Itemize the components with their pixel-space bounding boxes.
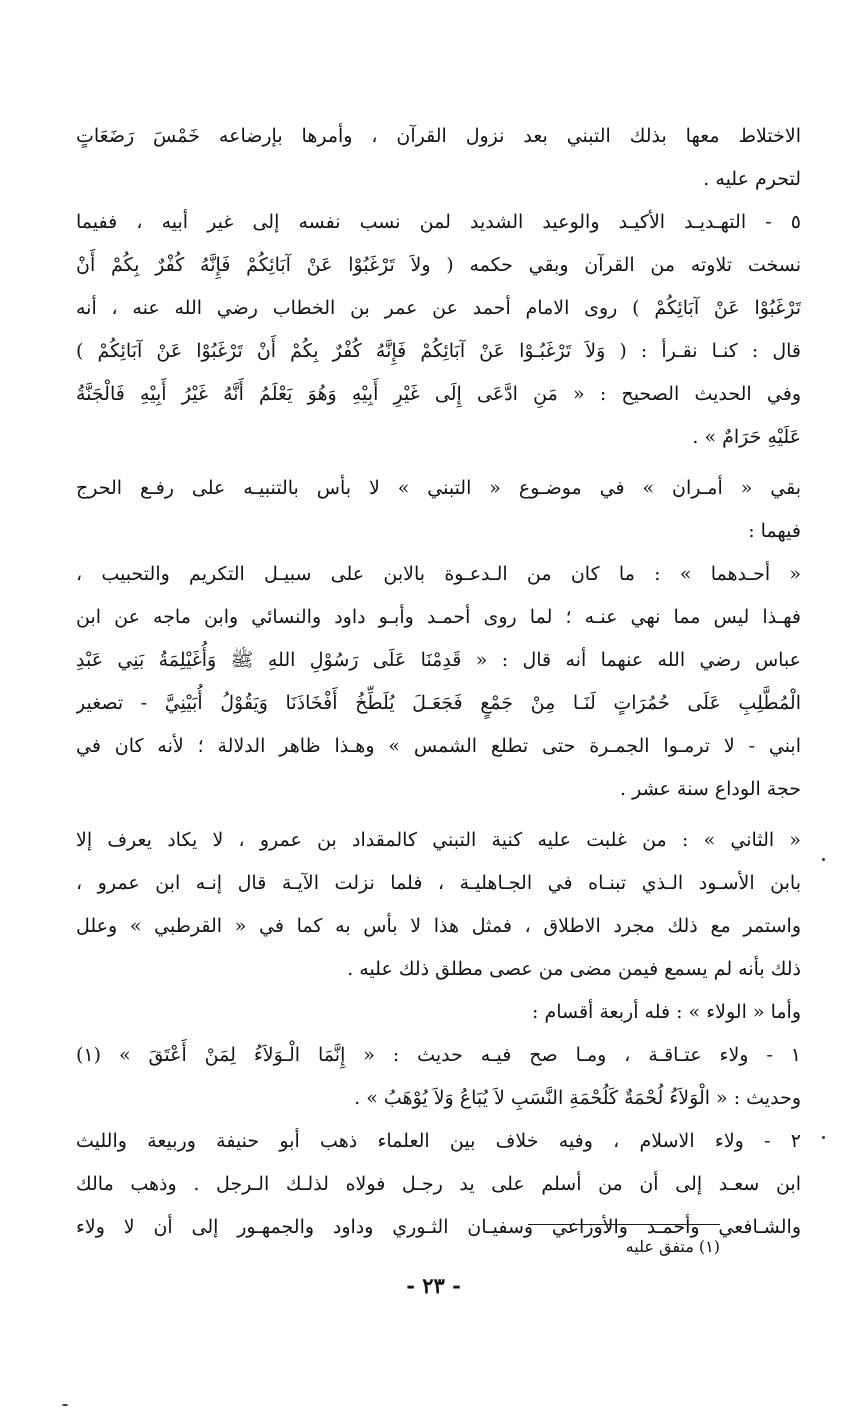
text-line: عباس رضي الله عنهما أنه قال : « قَدِمْنَا عَلَى رَسُوْلِ اللهِ ﷺ وَأُغَيْلِمَةُ بَنِي عَبْدِ — [76, 649, 801, 671]
text-line: حجة الوداع سنة عشر . — [620, 778, 801, 800]
text-line: « أحـدهما » : ما كان من الـدعـوة بالابن على سبيـل التكريم والتحبيب ، — [76, 563, 801, 585]
text-line: قال : كنـا نقـرأ : ( وَلاَ تَرْغَبُـوْا عَنْ آبَائِكُمْ فَإِنَّهُ كُفْرٌ بِكُمْ أَنْ تَرْغَبُوْا عَنْ آبَائِكُمْ ) — [76, 340, 801, 362]
text-line: واستمر مع ذلك مجرد الاطلاق ، فمثل هذا لا بأس به كما في « القرطبي » وعلل — [76, 915, 801, 937]
text-line: ذلك بأنه لم يسمع فيمن مضى من عصى مطلق ذلك عليه . — [347, 958, 801, 980]
text-line: وفي الحديث الصحيح : « مَنِ ادَّعَى إِلَى غَيْرِ أَبِيْهِ وَهُوَ يَعْلَمُ أَنَّهُ غَيْرُ أَبِيْهِ فَالْجَنَّةُ — [76, 383, 801, 405]
text-line: « الثاني » : من غلبت عليه كنية التبني كالمقداد بن عمرو ، لا يكاد يعرف إلا — [76, 829, 801, 851]
text-line: لتحرم عليه . — [703, 168, 801, 190]
footnote-divider — [528, 1224, 720, 1225]
text-line: بابن الأسـود الـذي تبنـاه في الجـاهليـة ، فلما نزلت الآيـة قال إنـه ابن عمرو ، — [76, 872, 801, 894]
text-line: عَلَيْهِ حَرَامٌ » . — [692, 426, 801, 448]
text-line: فيهما : — [748, 520, 801, 542]
text-line: نسخت تلاوته من القرآن وبقي حكمه ( ولاَ تَرْغَبُوْا عَنْ آبَائِكُمْ فَإِنَّهُ كُفْرٌ بِكُمْ أَنْ — [76, 254, 801, 276]
text-line: تَرْغَبُوْا عَنْ آبَائِكُمْ ) روى الامام أحمد عن عمر بن الخطاب رضي الله عنه ، أنه — [76, 297, 801, 319]
text-line: وأما « الولاء » : فله أربعة أقسام : — [532, 1001, 801, 1023]
text-line: ٢ - ولاء الاسلام ، وفيه خلاف بين العلماء ذهب أبو حنيفة وربيعة والليث — [76, 1130, 801, 1152]
text-line: بقي « أمـران » في موضـوع « التبني » لا بأس بالتنبيـه على رفـع الحرج — [76, 477, 801, 499]
text-line: ابن سعـد إلى أن من أسلم على يد رجـل فولاه لذلـك الـرجل . وذهب مالك — [76, 1173, 801, 1195]
scan-speck — [822, 858, 825, 861]
text-line: وحديث : « الْوَلاَءُ لُحْمَةٌ كَلُحْمَةِ النَّسَبِ لاَ يُبَاعُ وَلاَ يُوْهَبُ » . — [354, 1087, 801, 1109]
text-line: الْمُطَّلِبِ عَلَى حُمُرَاتٍ لَنَـا مِنْ جَمْعٍ فَجَعَـلَ يُلَطِّخُ أَفْخَاذَنَا وَيَقُوْلُ أُبَيْنِيَّ - تصغير — [76, 692, 801, 714]
text-line: ابني - لا ترمـوا الجمـرة حتى تطلع الشمس » وهـذا ظاهر الدلالة ؛ لأنه كان في — [76, 735, 801, 757]
text-line: ٥ - التهـديـد الأكيـد والوعيد الشديد لمن نسب نفسه إلى غير أبيه ، ففيما — [76, 211, 801, 233]
text-line: فهـذا ليس مما نهي عنـه ؛ لما روى أحمـد وأبـو داود والنسائي وابن ماجه عن ابن — [76, 606, 801, 628]
footnote: (١) متفق عليه — [625, 1237, 720, 1256]
text-line: ١ - ولاء عتـاقـة ، ومـا صح فيـه حديث : « إِنَّمَا الْـوَلاَءُ لِمَنْ أَعْتَقَ » (١) — [76, 1044, 801, 1066]
page-number: - ٢٣ - — [406, 1273, 461, 1298]
scan-speck — [822, 1136, 825, 1139]
text-line: الاختلاط معها بذلك التبني بعد نزول القرآن ، وأمرها بإرضاعه خَمْسَ رَضَعَاتٍ — [76, 125, 801, 147]
main-text — [76, 115, 801, 1249]
text-line: والشـافعي وأحمـد والأوزاعي وسفيـان الثـوري وداود والجمهـور إلى أن لا ولاء — [76, 1216, 801, 1238]
scan-speck — [62, 1404, 68, 1406]
